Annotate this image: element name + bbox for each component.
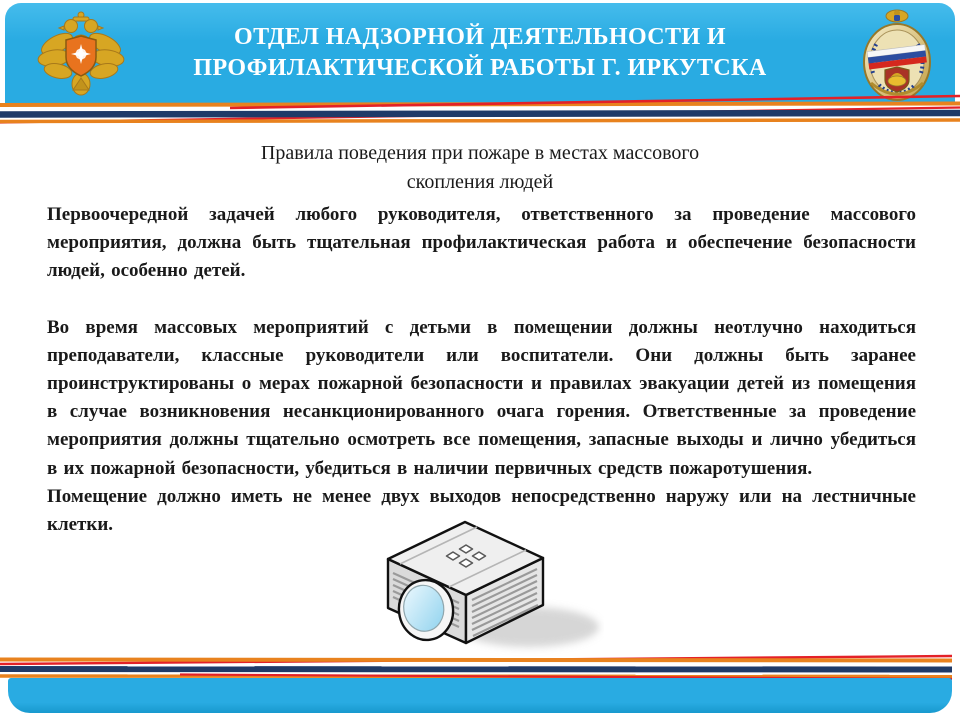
- paragraph-2: Во время массовых мероприятий с детьми в помещении должны неотлучно находиться преподаватели, классные руководители или воспитатели. Они должны быть заранее проинструктированы о мерах пожарной безопасности и правилах эвакуации детей из помещения в случае возникновения несанкционированного очага горения. Ответственные за проведение мероприятия должны тщательно осмотреть все помещения, запасные выходы и лично убедиться в их пожарной безопасности, убедиться в наличии первичных средств пожаротушения.: [47, 316, 916, 479]
- footer-bar: [8, 678, 952, 713]
- header-banner: [5, 3, 955, 103]
- slide-title: [0, 139, 960, 197]
- slide-title-line1: Правила поведения при пожаре в местах массового: [260, 142, 700, 164]
- paragraph-3: Помещение должно иметь не менее двух выходов непосредственно наружу или на лестничные клетки.: [47, 485, 916, 536]
- paragraph-1: Первоочередной задачей любого руководителя, ответственного за проведение массового мероприятия, должна быть тщательная профилактическая работа и обеспечение безопасности людей, особенно детей.: [47, 204, 916, 282]
- projector-illustration-icon: [366, 511, 604, 661]
- body-text-block: [47, 201, 916, 539]
- header-title-line2: ПРОФИЛАКТИЧЕСКОЙ РАБОТЫ Г. ИРКУТСКА: [193, 55, 767, 81]
- decorative-stripes-bottom: [0, 656, 952, 680]
- slide-title-line2: скопления людей: [406, 171, 554, 193]
- decorative-stripes-top: [0, 99, 960, 125]
- header-title-line1: ОТДЕЛ НАДЗОРНОЙ ДЕЯТЕЛЬНОСТИ И: [234, 24, 726, 50]
- fire-supervision-badge-icon: [855, 7, 939, 103]
- header-title: [145, 3, 815, 103]
- mchs-eagle-emblem-icon: [35, 8, 127, 100]
